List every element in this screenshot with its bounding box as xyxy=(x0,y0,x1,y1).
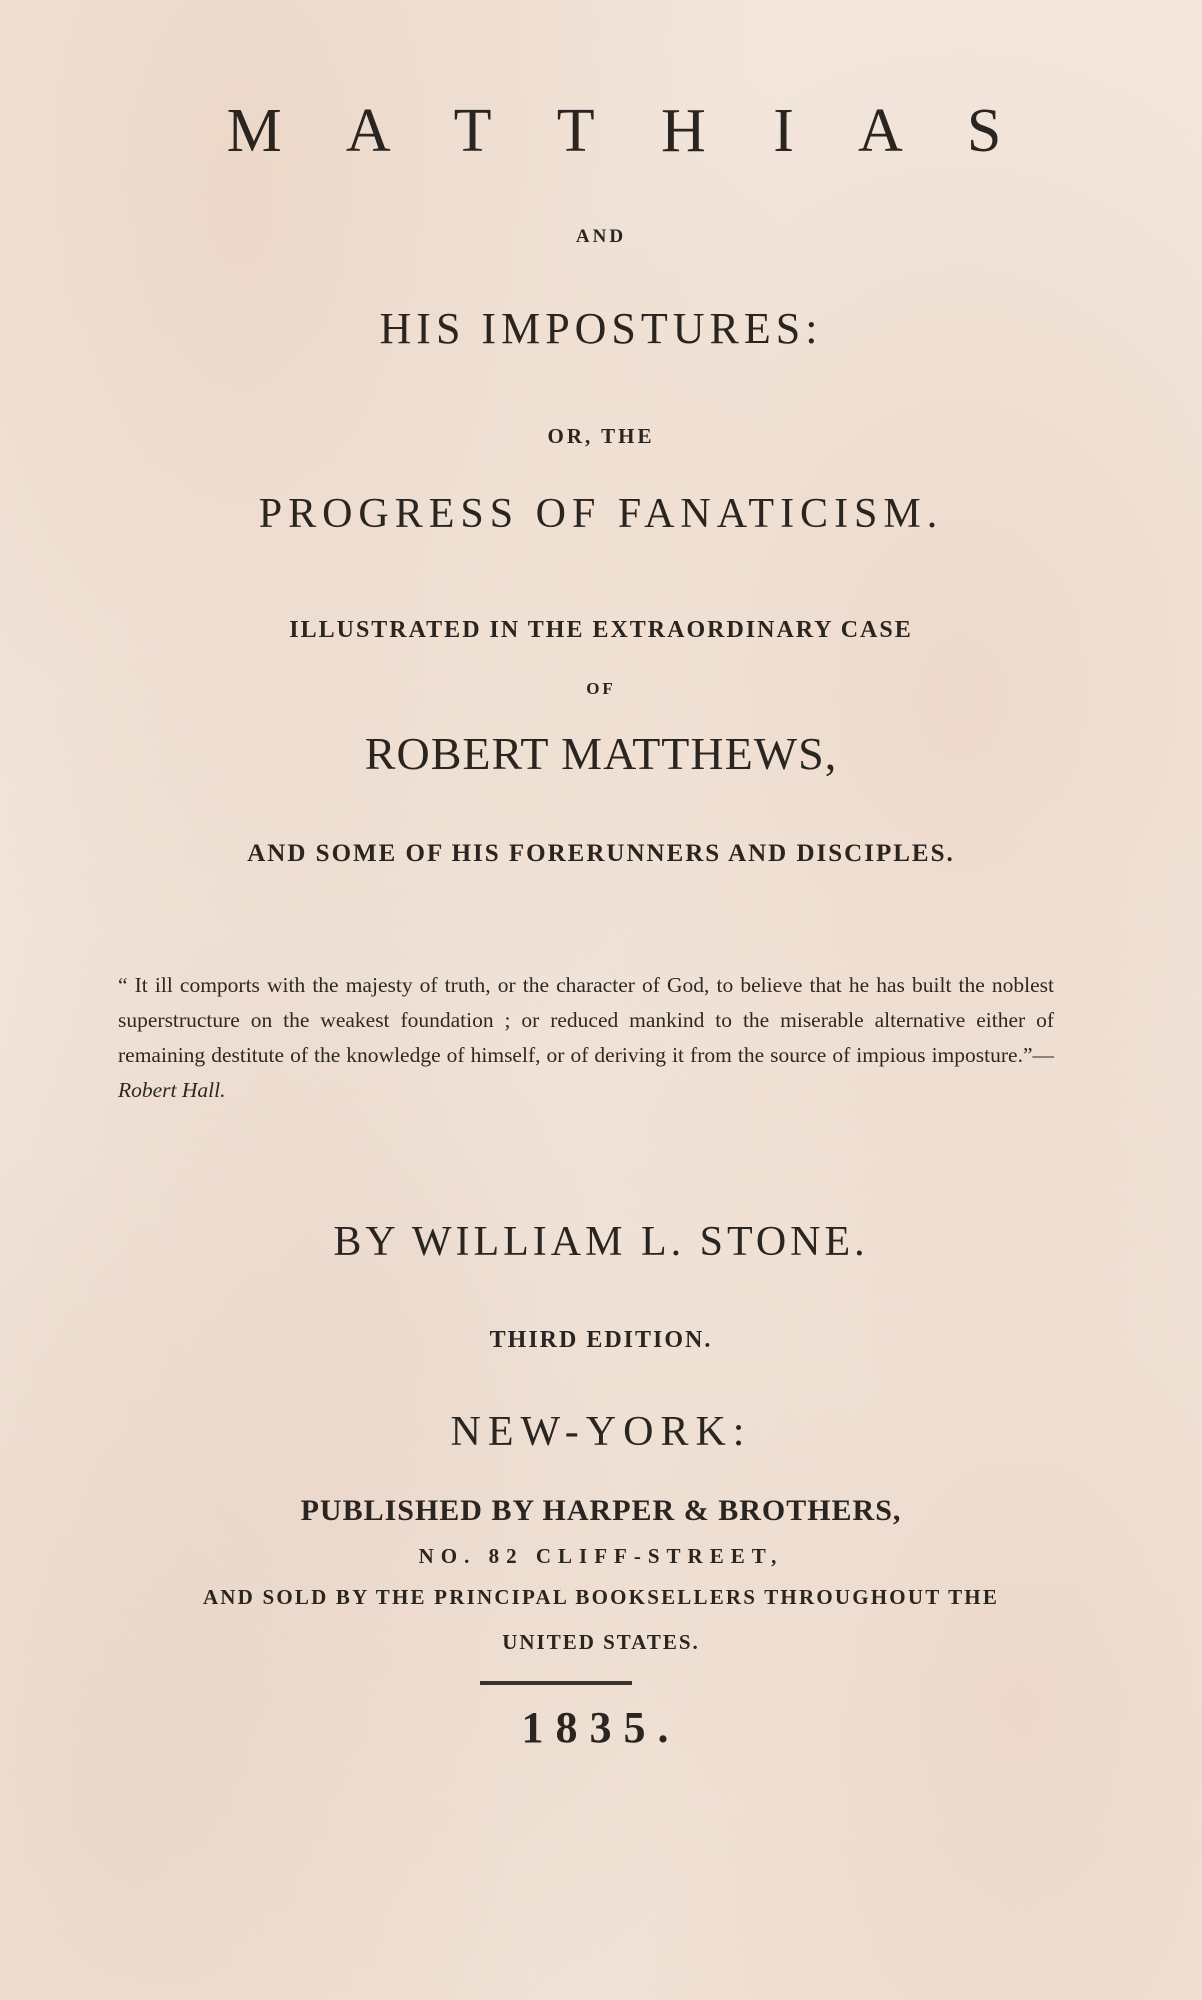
secondary-title: PROGRESS OF FANATICISM. xyxy=(258,491,944,537)
publisher-line: PUBLISHED BY HARPER & BROTHERS, xyxy=(300,1494,902,1527)
of-connector: OF xyxy=(586,679,616,698)
subject-name: ROBERT MATTHEWS, xyxy=(364,728,838,779)
and-connector: AND xyxy=(575,226,627,247)
forerunners-line: AND SOME OF HIS FORERUNNERS AND DISCIPLES. xyxy=(247,840,955,867)
city-line: NEW-YORK: xyxy=(450,1409,752,1455)
epigraph xyxy=(118,968,1054,1108)
address-line: NO. 82 CLIFF-STREET, xyxy=(418,1544,784,1568)
divider-rule xyxy=(480,1681,632,1685)
book-title: M A T T H I A S xyxy=(226,97,1028,165)
or-the-connector: OR, THE xyxy=(547,424,655,448)
sold-by-line: AND SOLD BY THE PRINCIPAL BOOKSELLERS THROUGHOUT THE xyxy=(202,1585,1000,1609)
states-line: UNITED STATES. xyxy=(502,1630,700,1654)
book-subtitle: HIS IMPOSTURES: xyxy=(379,304,823,353)
illustrated-line: ILLUSTRATED IN THE EXTRAORDINARY CASE xyxy=(289,617,913,643)
edition-line: THIRD EDITION. xyxy=(489,1327,713,1353)
epigraph-attribution: Robert Hall. xyxy=(118,1078,226,1102)
publication-year: 1835. xyxy=(521,1703,681,1752)
author-line: BY WILLIAM L. STONE. xyxy=(333,1219,869,1265)
epigraph-text: “ It ill comports with the majesty of truth, or the character of God, to believe that he has built the noblest superstructure on the weakest foundation ; or reduced mankind to the miserable alternative either of remaining destitute of the knowledge of himself, or of deriving it from the source of impious imposture.”— xyxy=(118,973,1054,1067)
